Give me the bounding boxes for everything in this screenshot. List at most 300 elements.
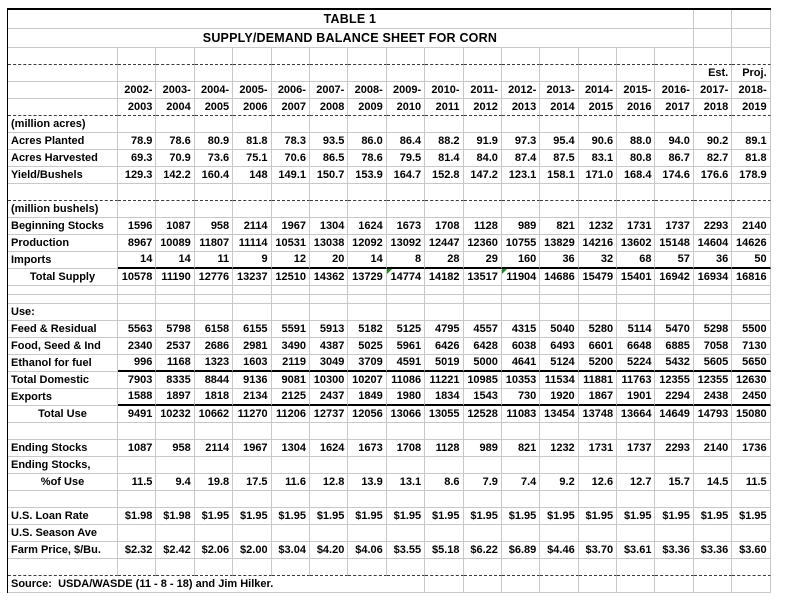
value-cell xyxy=(732,184,770,201)
value-cell: 2014- xyxy=(579,82,617,99)
value-cell xyxy=(502,201,540,218)
value-cell: 10353 xyxy=(502,372,540,389)
value-cell: 9.4 xyxy=(156,474,194,491)
value-cell xyxy=(310,423,348,440)
value-cell xyxy=(387,304,425,321)
value-cell: 2007 xyxy=(272,99,310,116)
value-cell xyxy=(540,184,578,201)
value-cell xyxy=(617,559,655,576)
value-cell xyxy=(118,184,156,201)
row-title-1 xyxy=(8,10,771,29)
value-cell xyxy=(310,304,348,321)
cell xyxy=(617,576,655,593)
value-cell: 10531 xyxy=(272,235,310,252)
value-cell xyxy=(694,457,732,474)
value-cell: 13055 xyxy=(425,406,463,423)
value-cell: 10662 xyxy=(195,406,233,423)
value-cell: 10300 xyxy=(310,372,348,389)
value-cell xyxy=(387,559,425,576)
value-cell xyxy=(387,286,425,295)
value-cell: 15148 xyxy=(655,235,693,252)
row-label xyxy=(8,99,118,116)
row-ethanol-for-fuel xyxy=(8,355,771,372)
value-cell xyxy=(156,65,194,82)
value-cell: 1834 xyxy=(425,389,463,406)
value-cell xyxy=(540,65,578,82)
value-cell: 5591 xyxy=(272,321,310,338)
value-cell: 12.7 xyxy=(617,474,655,491)
value-cell: 36 xyxy=(694,252,732,269)
value-cell: 4591 xyxy=(387,355,425,372)
title-1-text: TABLE 1 xyxy=(8,10,694,29)
value-cell xyxy=(694,525,732,542)
value-cell: 14604 xyxy=(694,235,732,252)
value-cell: 2006 xyxy=(233,99,271,116)
row-ending-stocks-cont xyxy=(8,457,771,474)
value-cell: 82.7 xyxy=(694,150,732,167)
value-cell: 2450 xyxy=(732,389,770,406)
value-cell: 70.6 xyxy=(272,150,310,167)
value-cell: 16816 xyxy=(732,269,770,286)
value-cell xyxy=(502,525,540,542)
value-cell: 5961 xyxy=(387,338,425,355)
value-cell xyxy=(694,184,732,201)
row-spacer-top xyxy=(8,48,771,65)
value-cell: 5040 xyxy=(540,321,578,338)
value-cell xyxy=(195,525,233,542)
value-cell: 83.1 xyxy=(579,150,617,167)
value-cell xyxy=(387,116,425,133)
row-label: Total Supply xyxy=(8,269,118,286)
value-cell xyxy=(540,457,578,474)
value-cell: 1128 xyxy=(425,440,463,457)
value-cell xyxy=(310,48,348,65)
value-cell: 2003- xyxy=(156,82,194,99)
value-cell: 94.0 xyxy=(655,133,693,150)
value-cell: 11.5 xyxy=(118,474,156,491)
value-cell xyxy=(732,286,770,295)
value-cell: 2007- xyxy=(310,82,348,99)
row-label: Farm Price, $/Bu. xyxy=(8,542,118,559)
supply-demand-table xyxy=(8,10,771,593)
value-cell: 3049 xyxy=(310,355,348,372)
value-cell: 1323 xyxy=(195,355,233,372)
value-cell: 2017 xyxy=(655,99,693,116)
value-cell xyxy=(502,116,540,133)
value-cell xyxy=(540,304,578,321)
value-cell: 81.8 xyxy=(233,133,271,150)
value-cell: 9 xyxy=(233,252,271,269)
value-cell: 11904 xyxy=(502,269,540,286)
row-years-end xyxy=(8,99,771,116)
value-cell xyxy=(502,457,540,474)
value-cell: 13237 xyxy=(233,269,271,286)
value-cell: 1867 xyxy=(579,389,617,406)
cell xyxy=(464,576,502,593)
value-cell: 4641 xyxy=(502,355,540,372)
value-cell xyxy=(195,295,233,304)
value-cell: 12 xyxy=(272,252,310,269)
row-spacer-3 xyxy=(8,295,771,304)
value-cell: 88.0 xyxy=(617,133,655,150)
value-cell xyxy=(195,491,233,508)
value-cell: 2340 xyxy=(118,338,156,355)
value-cell xyxy=(694,295,732,304)
value-cell: 9136 xyxy=(233,372,271,389)
value-cell: 15401 xyxy=(617,269,655,286)
value-cell xyxy=(310,286,348,295)
value-cell xyxy=(464,65,502,82)
row-label: Feed & Residual xyxy=(8,321,118,338)
value-cell xyxy=(502,423,540,440)
value-cell xyxy=(655,457,693,474)
value-cell: 1624 xyxy=(348,218,386,235)
value-cell: 2293 xyxy=(694,218,732,235)
value-cell xyxy=(310,295,348,304)
value-cell xyxy=(655,116,693,133)
cell xyxy=(540,576,578,593)
value-cell: 6155 xyxy=(233,321,271,338)
value-cell xyxy=(540,116,578,133)
value-cell: 57 xyxy=(655,252,693,269)
value-cell: 5500 xyxy=(732,321,770,338)
value-cell: 2005- xyxy=(233,82,271,99)
value-cell: 13829 xyxy=(540,235,578,252)
value-cell: 1304 xyxy=(272,440,310,457)
row-spacer-1 xyxy=(8,184,771,201)
value-cell: 1232 xyxy=(579,218,617,235)
value-cell: 14 xyxy=(156,252,194,269)
value-cell: $2.00 xyxy=(233,542,271,559)
value-cell: 10089 xyxy=(156,235,194,252)
value-cell xyxy=(694,423,732,440)
value-cell xyxy=(579,184,617,201)
value-cell xyxy=(348,65,386,82)
value-cell xyxy=(464,286,502,295)
value-cell xyxy=(233,65,271,82)
value-cell: 5200 xyxy=(579,355,617,372)
value-cell: 1737 xyxy=(655,218,693,235)
value-cell xyxy=(617,286,655,295)
value-cell xyxy=(272,65,310,82)
value-cell xyxy=(464,184,502,201)
value-cell xyxy=(233,491,271,508)
value-cell xyxy=(694,116,732,133)
value-cell xyxy=(233,295,271,304)
value-cell: $5.18 xyxy=(425,542,463,559)
value-cell: 2006- xyxy=(272,82,310,99)
value-cell xyxy=(118,295,156,304)
value-cell xyxy=(579,65,617,82)
value-cell xyxy=(118,525,156,542)
value-cell xyxy=(732,304,770,321)
value-cell: 5605 xyxy=(694,355,732,372)
value-cell: 5125 xyxy=(387,321,425,338)
row-label xyxy=(8,48,118,65)
value-cell: 958 xyxy=(195,218,233,235)
value-cell: 9081 xyxy=(272,372,310,389)
value-cell: 8335 xyxy=(156,372,194,389)
cell xyxy=(694,576,732,593)
value-cell: 1673 xyxy=(348,440,386,457)
value-cell: 11114 xyxy=(233,235,271,252)
row-total-domestic xyxy=(8,372,771,389)
value-cell xyxy=(464,423,502,440)
row-label: Exports xyxy=(8,389,118,406)
value-cell xyxy=(540,491,578,508)
value-cell: 6885 xyxy=(655,338,693,355)
value-cell: 1304 xyxy=(310,218,348,235)
value-cell: 123.1 xyxy=(502,167,540,184)
value-cell: 2125 xyxy=(272,389,310,406)
value-cell xyxy=(272,184,310,201)
value-cell xyxy=(387,48,425,65)
value-cell: 1920 xyxy=(540,389,578,406)
value-cell xyxy=(348,457,386,474)
value-cell: 152.8 xyxy=(425,167,463,184)
value-cell: 174.6 xyxy=(655,167,693,184)
value-cell: 11206 xyxy=(272,406,310,423)
value-cell xyxy=(233,304,271,321)
value-cell xyxy=(348,491,386,508)
table-body xyxy=(8,10,771,593)
value-cell: 8844 xyxy=(195,372,233,389)
value-cell xyxy=(464,559,502,576)
value-cell: 2003 xyxy=(118,99,156,116)
value-cell: 11763 xyxy=(617,372,655,389)
value-cell xyxy=(348,295,386,304)
row-label: Total Domestic xyxy=(8,372,118,389)
value-cell: $2.42 xyxy=(156,542,194,559)
value-cell: 16934 xyxy=(694,269,732,286)
value-cell: 5563 xyxy=(118,321,156,338)
value-cell: 13454 xyxy=(540,406,578,423)
value-cell xyxy=(464,116,502,133)
value-cell: 2140 xyxy=(694,440,732,457)
value-cell xyxy=(579,201,617,218)
value-cell: 1901 xyxy=(617,389,655,406)
value-cell xyxy=(540,286,578,295)
value-cell: 1897 xyxy=(156,389,194,406)
value-cell: 1967 xyxy=(272,218,310,235)
value-cell: 2114 xyxy=(233,218,271,235)
row-exports xyxy=(8,389,771,406)
value-cell xyxy=(272,525,310,542)
row-label: (million bushels) xyxy=(8,201,118,218)
value-cell: 2005 xyxy=(195,99,233,116)
value-cell: 90.6 xyxy=(579,133,617,150)
value-cell: 12056 xyxy=(348,406,386,423)
value-cell xyxy=(310,65,348,82)
value-cell: 10578 xyxy=(118,269,156,286)
row-label xyxy=(8,295,118,304)
row-yield-bushels xyxy=(8,167,771,184)
value-cell: 2004- xyxy=(195,82,233,99)
value-cell: 958 xyxy=(156,440,194,457)
row-label: Imports xyxy=(8,252,118,269)
cell xyxy=(694,10,732,29)
value-cell: 28 xyxy=(425,252,463,269)
value-cell xyxy=(655,491,693,508)
value-cell xyxy=(195,423,233,440)
value-cell: 1967 xyxy=(233,440,271,457)
value-cell: 821 xyxy=(502,440,540,457)
value-cell: 2981 xyxy=(233,338,271,355)
row-label: Ending Stocks, xyxy=(8,457,118,474)
value-cell: $1.95 xyxy=(310,508,348,525)
value-cell: 5798 xyxy=(156,321,194,338)
value-cell: $1.98 xyxy=(118,508,156,525)
value-cell xyxy=(579,491,617,508)
value-cell xyxy=(156,304,194,321)
value-cell: 5224 xyxy=(617,355,655,372)
value-cell xyxy=(502,48,540,65)
value-cell xyxy=(425,48,463,65)
value-cell: 168.4 xyxy=(617,167,655,184)
value-cell: 5650 xyxy=(732,355,770,372)
value-cell: 171.0 xyxy=(579,167,617,184)
row-production xyxy=(8,235,771,252)
value-cell: 13.1 xyxy=(387,474,425,491)
value-cell: Est. xyxy=(694,65,732,82)
value-cell xyxy=(617,491,655,508)
value-cell: 9.2 xyxy=(540,474,578,491)
value-cell xyxy=(464,201,502,218)
value-cell: $1.95 xyxy=(694,508,732,525)
value-cell: 17.5 xyxy=(233,474,271,491)
value-cell xyxy=(655,559,693,576)
value-cell: 11.5 xyxy=(732,474,770,491)
value-cell xyxy=(233,184,271,201)
row-imports xyxy=(8,252,771,269)
value-cell xyxy=(655,201,693,218)
row-label: U.S. Season Ave xyxy=(8,525,118,542)
value-cell: 1087 xyxy=(156,218,194,235)
value-cell: 91.9 xyxy=(464,133,502,150)
value-cell xyxy=(233,559,271,576)
value-cell: 12092 xyxy=(348,235,386,252)
row-label: Production xyxy=(8,235,118,252)
value-cell: 6648 xyxy=(617,338,655,355)
value-cell: $1.95 xyxy=(387,508,425,525)
value-cell: $6.22 xyxy=(464,542,502,559)
cell xyxy=(425,576,463,593)
value-cell xyxy=(118,201,156,218)
value-cell xyxy=(694,559,732,576)
row-label xyxy=(8,286,118,295)
value-cell xyxy=(617,423,655,440)
value-cell xyxy=(272,286,310,295)
value-cell xyxy=(579,116,617,133)
row-total-use xyxy=(8,406,771,423)
value-cell: 12355 xyxy=(694,372,732,389)
value-cell xyxy=(540,48,578,65)
value-cell: 95.4 xyxy=(540,133,578,150)
value-cell: 93.5 xyxy=(310,133,348,150)
row-spacer-5 xyxy=(8,491,771,508)
value-cell xyxy=(387,423,425,440)
value-cell xyxy=(425,65,463,82)
value-cell xyxy=(156,48,194,65)
value-cell: 4557 xyxy=(464,321,502,338)
value-cell: 14362 xyxy=(310,269,348,286)
row-label xyxy=(8,559,118,576)
row-feed-residual xyxy=(8,321,771,338)
value-cell xyxy=(387,295,425,304)
value-cell xyxy=(694,304,732,321)
value-cell: 68 xyxy=(617,252,655,269)
value-cell: 2015 xyxy=(579,99,617,116)
value-cell: 1128 xyxy=(464,218,502,235)
value-cell xyxy=(464,525,502,542)
value-cell: 3709 xyxy=(348,355,386,372)
value-cell: 8967 xyxy=(118,235,156,252)
value-cell: 12510 xyxy=(272,269,310,286)
value-cell: 84.0 xyxy=(464,150,502,167)
value-cell: 12.6 xyxy=(579,474,617,491)
value-cell: 147.2 xyxy=(464,167,502,184)
value-cell: 10207 xyxy=(348,372,386,389)
value-cell: 14626 xyxy=(732,235,770,252)
value-cell: 158.1 xyxy=(540,167,578,184)
row-farm-price xyxy=(8,542,771,559)
value-cell: 1731 xyxy=(617,218,655,235)
value-cell: 996 xyxy=(118,355,156,372)
value-cell: 90.2 xyxy=(694,133,732,150)
value-cell: 2114 xyxy=(195,440,233,457)
value-cell xyxy=(617,116,655,133)
value-cell: 87.4 xyxy=(502,150,540,167)
value-cell: 2537 xyxy=(156,338,194,355)
value-cell xyxy=(732,201,770,218)
value-cell: 2008- xyxy=(348,82,386,99)
value-cell: $1.95 xyxy=(579,508,617,525)
value-cell xyxy=(732,525,770,542)
value-cell: 2438 xyxy=(694,389,732,406)
value-cell: 1818 xyxy=(195,389,233,406)
value-cell: 5182 xyxy=(348,321,386,338)
value-cell: 153.9 xyxy=(348,167,386,184)
cell xyxy=(579,576,617,593)
value-cell: 14182 xyxy=(425,269,463,286)
value-cell: 7.4 xyxy=(502,474,540,491)
value-cell xyxy=(348,286,386,295)
value-cell: 129.3 xyxy=(118,167,156,184)
value-cell: 6038 xyxy=(502,338,540,355)
value-cell: 7058 xyxy=(694,338,732,355)
value-cell: 730 xyxy=(502,389,540,406)
value-cell: 2119 xyxy=(272,355,310,372)
row-section-million-bushels xyxy=(8,201,771,218)
value-cell: 2019 xyxy=(732,99,770,116)
row-label: Acres Harvested xyxy=(8,150,118,167)
value-cell: 4795 xyxy=(425,321,463,338)
value-cell xyxy=(655,525,693,542)
value-cell xyxy=(272,457,310,474)
value-cell xyxy=(310,457,348,474)
value-cell xyxy=(272,116,310,133)
value-cell: 5000 xyxy=(464,355,502,372)
value-cell: 14.5 xyxy=(694,474,732,491)
value-cell xyxy=(233,201,271,218)
value-cell xyxy=(732,491,770,508)
value-cell xyxy=(579,525,617,542)
value-cell: 6158 xyxy=(195,321,233,338)
value-cell: 11534 xyxy=(540,372,578,389)
value-cell: 13092 xyxy=(387,235,425,252)
value-cell xyxy=(156,423,194,440)
row-acres-harvested xyxy=(8,150,771,167)
